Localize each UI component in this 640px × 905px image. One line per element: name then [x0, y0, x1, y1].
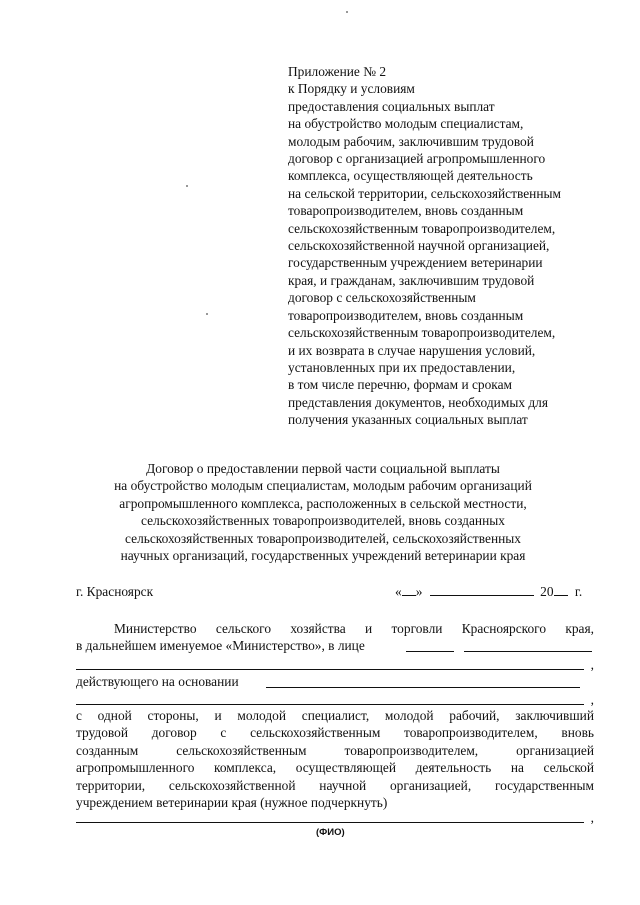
appendix-line: предоставления социальных выплат	[288, 98, 495, 114]
appendix-line: товаропроизводителем, вновь созданным	[288, 203, 524, 219]
party2-line: территории, сельскохозяйственной научной организацией, государственным	[76, 777, 594, 793]
party1-paragraph	[76, 620, 594, 655]
quote-close: »	[415, 584, 423, 599]
day-blank[interactable]	[402, 583, 416, 596]
representative-blank-2[interactable]	[464, 638, 592, 652]
basis-label: действующего на основании	[76, 674, 239, 689]
fio-label: (ФИО)	[316, 827, 345, 838]
place-date-row	[76, 583, 583, 601]
year-suffix: г.	[574, 584, 583, 599]
appendix-line: получения указанных социальных выплат	[288, 412, 528, 428]
title-line: агропромышленного комплекса, расположенных в сельской местности,	[119, 495, 527, 511]
scan-speck	[346, 11, 348, 13]
party2-line: агропромышленного комплекса, осуществляющей деятельность на сельской	[76, 760, 594, 776]
appendix-header	[288, 63, 618, 429]
appendix-line: установленных при их предоставлении,	[288, 359, 516, 375]
representative-blank-1[interactable]	[406, 638, 454, 652]
month-blank[interactable]	[430, 583, 534, 596]
appendix-line: к Порядку и условиям	[288, 81, 415, 97]
party1-line2: в дальнейшем именуемое «Министерство», в лице	[76, 638, 365, 654]
appendix-line: в том числе перечню, формам и срокам	[288, 377, 513, 393]
appendix-line: представления документов, необходимых для	[288, 394, 549, 410]
comma-3: ,	[590, 810, 594, 825]
appendix-line: сельскохозяйственной научной организацией,	[288, 238, 550, 254]
appendix-line: сельскохозяйственным товаропроизводителем,	[288, 325, 556, 341]
comma-1: ,	[590, 657, 594, 672]
appendix-line: договор с сельскохозяйственным	[288, 290, 476, 306]
comma-2: ,	[590, 692, 594, 707]
basis-row	[76, 673, 594, 691]
appendix-line: края, и гражданам, заключившим трудовой	[288, 272, 535, 288]
appendix-line: товаропроизводителем, вновь созданным	[288, 307, 524, 323]
year-blank[interactable]	[554, 583, 568, 596]
fio-blank[interactable]	[76, 809, 584, 823]
title-line: на обустройство молодым специалистам, молодым рабочим организаций	[114, 478, 532, 494]
appendix-line: Приложение № 2	[288, 64, 387, 79]
appendix-line: на сельской территории, сельскохозяйственным	[288, 185, 561, 201]
party1-line2-row	[76, 637, 594, 655]
title-line: сельскохозяйственных товаропроизводителей, сельскохозяйственных	[125, 530, 521, 546]
appendix-line: государственным учреждением ветеринарии	[288, 255, 543, 271]
basis-blank-2[interactable]	[76, 691, 584, 705]
city-label: г. Красноярск	[76, 584, 154, 599]
party2-line: учреждением ветеринарии края (нужное подчеркнуть)	[76, 795, 388, 811]
appendix-line: и их возврата в случае нарушения условий,	[288, 342, 536, 358]
year-prefix: 20	[540, 584, 554, 599]
representative-blank-3[interactable]	[76, 656, 584, 670]
party2-paragraph	[76, 707, 594, 811]
party2-line: созданным сельскохозяйственным товаропроизводителем, организацией	[76, 742, 594, 758]
appendix-line: сельскохозяйственным товаропроизводителем,	[288, 220, 556, 236]
appendix-line: договор с организацией агропромышленного	[288, 151, 546, 167]
basis-blank-1[interactable]	[266, 674, 580, 688]
title-line: сельскохозяйственных товаропроизводителей, вновь созданных	[141, 513, 505, 529]
contract-title	[60, 460, 586, 564]
party1-line1: Министерство сельского хозяйства и торговли Красноярского края,	[114, 621, 594, 636]
party2-line: с одной стороны, и молодой специалист, молодой рабочий, заключивший	[76, 708, 594, 723]
date-field	[395, 583, 582, 600]
title-line: научных организаций, государственных учреждений ветеринарии края	[120, 548, 526, 564]
appendix-line: на обустройство молодым специалистам,	[288, 116, 524, 132]
party2-line: трудовой договор с сельскохозяйственным товаропроизводителем, вновь	[76, 725, 594, 741]
appendix-line: комплекса, осуществляющей деятельность	[288, 168, 533, 184]
representative-continuation-row	[76, 656, 594, 674]
quote-open: «	[395, 584, 402, 599]
scan-speck	[186, 185, 188, 187]
scan-speck	[206, 313, 208, 315]
appendix-line: молодым рабочим, заключившим трудовой	[288, 133, 534, 149]
title-line: Договор о предоставлении первой части социальной выплаты	[146, 461, 500, 476]
